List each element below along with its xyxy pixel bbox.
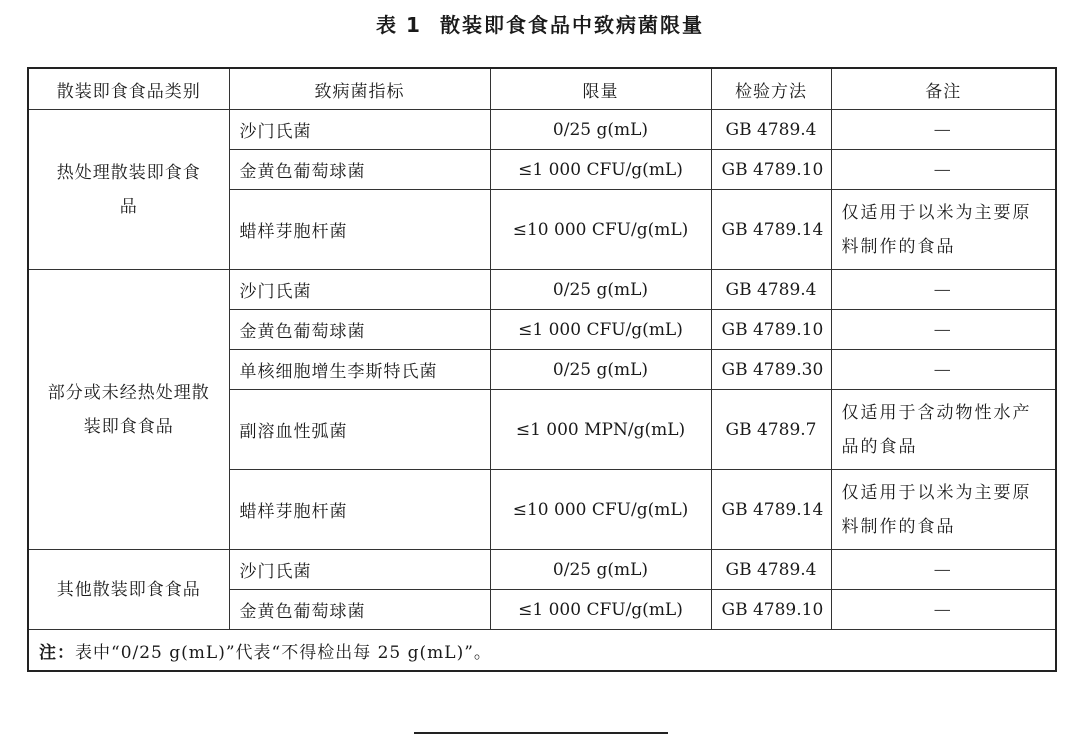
- category-cell: [28, 110, 229, 270]
- pathogen-cell: 沙门氏菌: [229, 550, 490, 590]
- remark-cell: —: [831, 310, 1056, 350]
- limit-cell: ≤10 000 CFU/g(mL): [490, 470, 711, 550]
- method-cell: GB 4789.14: [711, 470, 831, 550]
- limit-cell: 0/25 g(mL): [490, 270, 711, 310]
- category-label: 热处理散装即食食品: [56, 162, 201, 217]
- header-remark: 备注: [831, 68, 1056, 110]
- table-row: [28, 270, 1056, 310]
- table-note: [28, 630, 1056, 672]
- pathogen-cell: 金黄色葡萄球菌: [229, 310, 490, 350]
- pathogen-limits-table: [27, 67, 1057, 672]
- method-cell: GB 4789.7: [711, 390, 831, 470]
- table-title-number: 1: [406, 13, 422, 37]
- note-row: [28, 630, 1056, 672]
- table-title-prefix: 表: [376, 13, 399, 37]
- category-cell: [28, 270, 229, 550]
- header-method: 检验方法: [711, 68, 831, 110]
- limit-cell: 0/25 g(mL): [490, 550, 711, 590]
- remark-cell: —: [831, 590, 1056, 630]
- method-cell: GB 4789.14: [711, 190, 831, 270]
- method-cell: GB 4789.30: [711, 350, 831, 390]
- note-text: 表中“0/25 g(mL)”代表“不得检出每 25 g(mL)”。: [75, 642, 492, 663]
- method-cell: GB 4789.4: [711, 110, 831, 150]
- footer-rule: [414, 732, 668, 734]
- pathogen-cell: 副溶血性弧菌: [229, 390, 490, 470]
- limit-cell: ≤1 000 CFU/g(mL): [490, 150, 711, 190]
- limit-cell: 0/25 g(mL): [490, 110, 711, 150]
- remark-cell: —: [831, 110, 1056, 150]
- pathogen-cell: 沙门氏菌: [229, 110, 490, 150]
- table-row: [28, 110, 1056, 150]
- table-row: [28, 550, 1056, 590]
- header-category: 散装即食食品类别: [28, 68, 229, 110]
- pathogen-cell: 单核细胞增生李斯特氏菌: [229, 350, 490, 390]
- limit-cell: ≤1 000 CFU/g(mL): [490, 310, 711, 350]
- note-lead: 注：: [39, 642, 75, 663]
- remark-cell: —: [831, 550, 1056, 590]
- method-cell: GB 4789.10: [711, 310, 831, 350]
- table-title-text: 散装即食食品中致病菌限量: [439, 13, 704, 37]
- header-pathogen: 致病菌指标: [229, 68, 490, 110]
- category-label: 部分或未经热处理散装即食食品: [47, 382, 210, 437]
- remark-cell: 仅适用于以米为主要原料制作的食品: [831, 190, 1056, 270]
- category-cell: 其他散装即食食品: [28, 550, 229, 630]
- table-title: [0, 10, 1080, 40]
- pathogen-cell: 金黄色葡萄球菌: [229, 590, 490, 630]
- remark-cell: 仅适用于含动物性水产品的食品: [831, 390, 1056, 470]
- header-limit: 限量: [490, 68, 711, 110]
- pathogen-cell: 金黄色葡萄球菌: [229, 150, 490, 190]
- limit-cell: ≤10 000 CFU/g(mL): [490, 190, 711, 270]
- method-cell: GB 4789.10: [711, 150, 831, 190]
- remark-cell: 仅适用于以米为主要原料制作的食品: [831, 470, 1056, 550]
- method-cell: GB 4789.10: [711, 590, 831, 630]
- limit-cell: ≤1 000 CFU/g(mL): [490, 590, 711, 630]
- limit-cell: ≤1 000 MPN/g(mL): [490, 390, 711, 470]
- pathogen-cell: 蜡样芽胞杆菌: [229, 190, 490, 270]
- method-cell: GB 4789.4: [711, 550, 831, 590]
- table-header-row: [28, 68, 1056, 110]
- limit-cell: 0/25 g(mL): [490, 350, 711, 390]
- remark-cell: —: [831, 270, 1056, 310]
- remark-cell: —: [831, 150, 1056, 190]
- pathogen-cell: 沙门氏菌: [229, 270, 490, 310]
- method-cell: GB 4789.4: [711, 270, 831, 310]
- pathogen-cell: 蜡样芽胞杆菌: [229, 470, 490, 550]
- remark-cell: —: [831, 350, 1056, 390]
